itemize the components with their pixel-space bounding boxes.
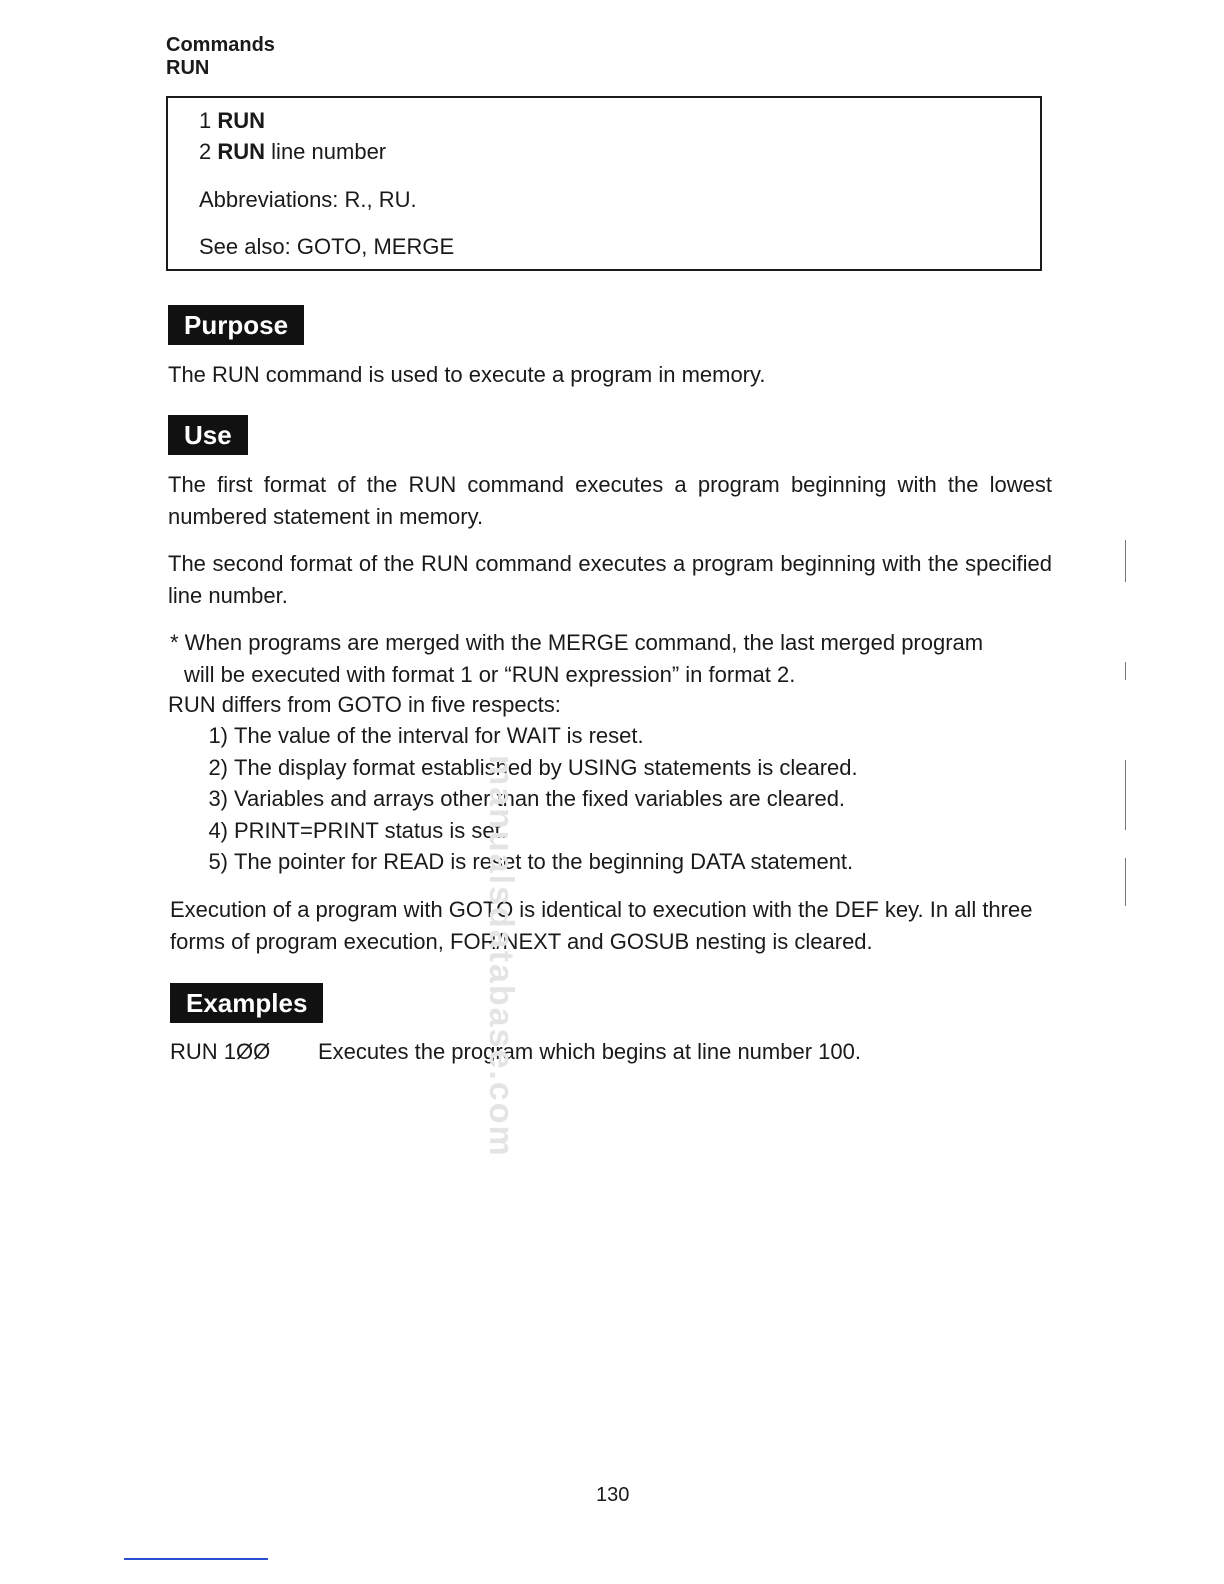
execution-paragraph: Execution of a program with GOTO is identical to execution with the DEF key. In all three forms of program execution, FOR/NEXT and GOSUB nesting is cleared. [170,897,1033,954]
margin-mark [1125,662,1126,680]
merge-note: * When programs are merged with the MERGE command, the last merged program will be executed with format 1 or “RUN expression” in format 2. [170,630,984,687]
list-item: 5) The pointer for READ is reset to the beginning DATA statement. [208,849,854,874]
use-paragraph-2: The second format of the RUN command executes a program beginning with the specified line number. [168,551,1052,608]
page-number: 130 [596,1484,630,1506]
abbreviations: Abbreviations: R., RU. [199,187,417,212]
example-description: Executes the program which begins at line number 100. [318,1039,861,1064]
syntax-box [166,96,1042,271]
syntax-keyword: RUN [217,108,266,133]
syntax-format-1: 1 RUN [199,108,266,133]
examples-heading: Examples [170,983,323,1023]
margin-mark [1125,760,1126,830]
list-item: 1) The value of the interval for WAIT is reset. [208,723,644,748]
command-title: RUN [166,57,210,79]
example-code: RUN 1ØØ [170,1039,271,1064]
page-header [166,34,275,80]
syntax-format-2: 2 RUN line number [199,139,387,164]
see-also: See also: GOTO, MERGE [199,234,455,259]
margin-mark [1125,540,1126,582]
watermark: manualsdatabase.com [482,755,520,1158]
section-title: Commands [166,34,275,56]
purpose-heading: Purpose [168,305,304,345]
list-item: 2) The display format established by USING statements is cleared. [208,754,858,780]
footer-rule [124,1558,268,1560]
differs-intro: RUN differs from GOTO in five respects: [168,692,561,717]
list-item: 4) PRINT=PRINT status is set. [208,817,507,843]
use-heading: Use [168,415,248,455]
syntax-argument: line number [271,139,387,164]
list-item: 3) Variables and arrays other than the fixed variables are cleared. [208,786,846,811]
use-paragraph-1: The first format of the RUN command executes a program beginning with the lowest numbered statement in memory. [168,472,1052,529]
purpose-text: The RUN command is used to execute a program in memory. [168,362,766,387]
syntax-keyword: RUN [217,139,266,164]
margin-mark [1125,858,1126,906]
